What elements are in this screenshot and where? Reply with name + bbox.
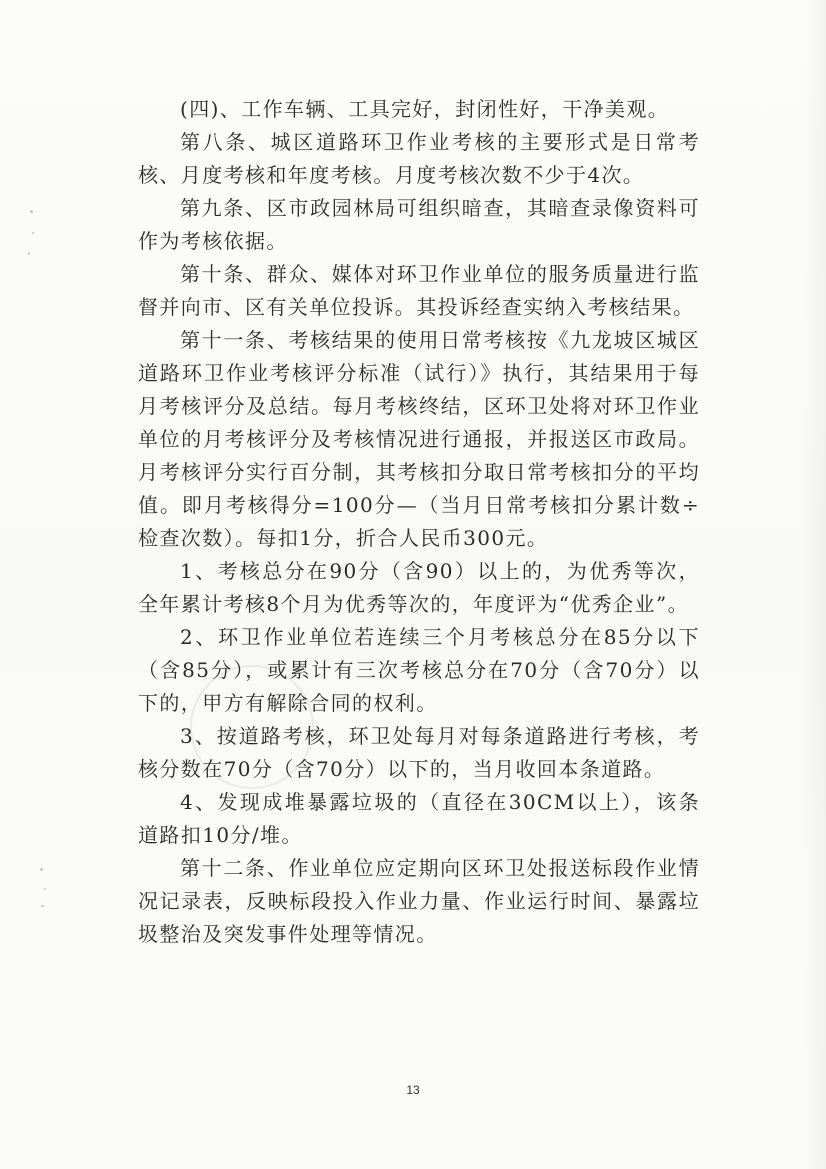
paragraph-article-11: 第十一条、考核结果的使用日常考核按《九龙坡区城区道路环卫作业考核评分标准（试行）》执行，其结果用于每月考核评分及总结。每月考核终结，区环卫处将对环卫作业单位的月考核评分及考核情况进行通报，并报送区市政局。月考核评分实行百分制，其考核扣分取日常考核扣分的平均值。即月考核得分=100分—（当月日常考核扣分累计数÷检查次数）。每扣1分，折合人民币300元。	[138, 328, 700, 550]
scan-shadow	[802, 0, 826, 1169]
paragraph-article-10: 第十条、群众、媒体对环卫作业单位的服务质量进行监督并向市、区有关单位投诉。其投诉经查实纳入考核结果。	[138, 262, 700, 319]
paragraph-article-9: 第九条、区市政园林局可组织暗查，其暗查录像资料可作为考核依据。	[138, 196, 700, 253]
scan-speck	[28, 252, 30, 255]
paragraph-clause-3: 3、按道路考核，环卫处每月对每条道路进行考核，考核分数在70分（含70分）以下的，当月收回本条道路。	[138, 724, 700, 781]
scan-speck	[32, 232, 34, 234]
scan-speck	[30, 210, 33, 213]
scan-speck	[40, 868, 43, 871]
paragraph-clause-4: 4、发现成堆暴露垃圾的（直径在30CM以上），该条道路扣10分/堆。	[138, 790, 700, 847]
paragraph-clause-1: 1、考核总分在90分（含90）以上的，为优秀等次，全年累计考核8个月为优秀等次的，年度评为“优秀企业”。	[138, 559, 700, 616]
scan-speck	[44, 888, 46, 890]
paragraph-article-12: 第十二条、作业单位应定期向区环卫处报送标段作业情况记录表，反映标段投入作业力量、作业运行时间、暴露垃圾整治及突发事件处理等情况。	[138, 856, 700, 946]
paragraph-article-8: 第八条、城区道路环卫作业考核的主要形式是日常考核、月度考核和年度考核。月度考核次数不少于4次。	[138, 130, 700, 187]
paragraph-item-4: (四)、工作车辆、工具完好，封闭性好，干净美观。	[180, 97, 670, 121]
scan-speck	[41, 905, 44, 907]
paragraph-clause-2: 2、环卫作业单位若连续三个月考核总分在85分以下（含85分），或累计有三次考核总分在70分（含70分）以下的，甲方有解除合同的权利。	[138, 625, 700, 715]
page-number: 13	[406, 1083, 420, 1097]
document-body	[138, 93, 700, 951]
